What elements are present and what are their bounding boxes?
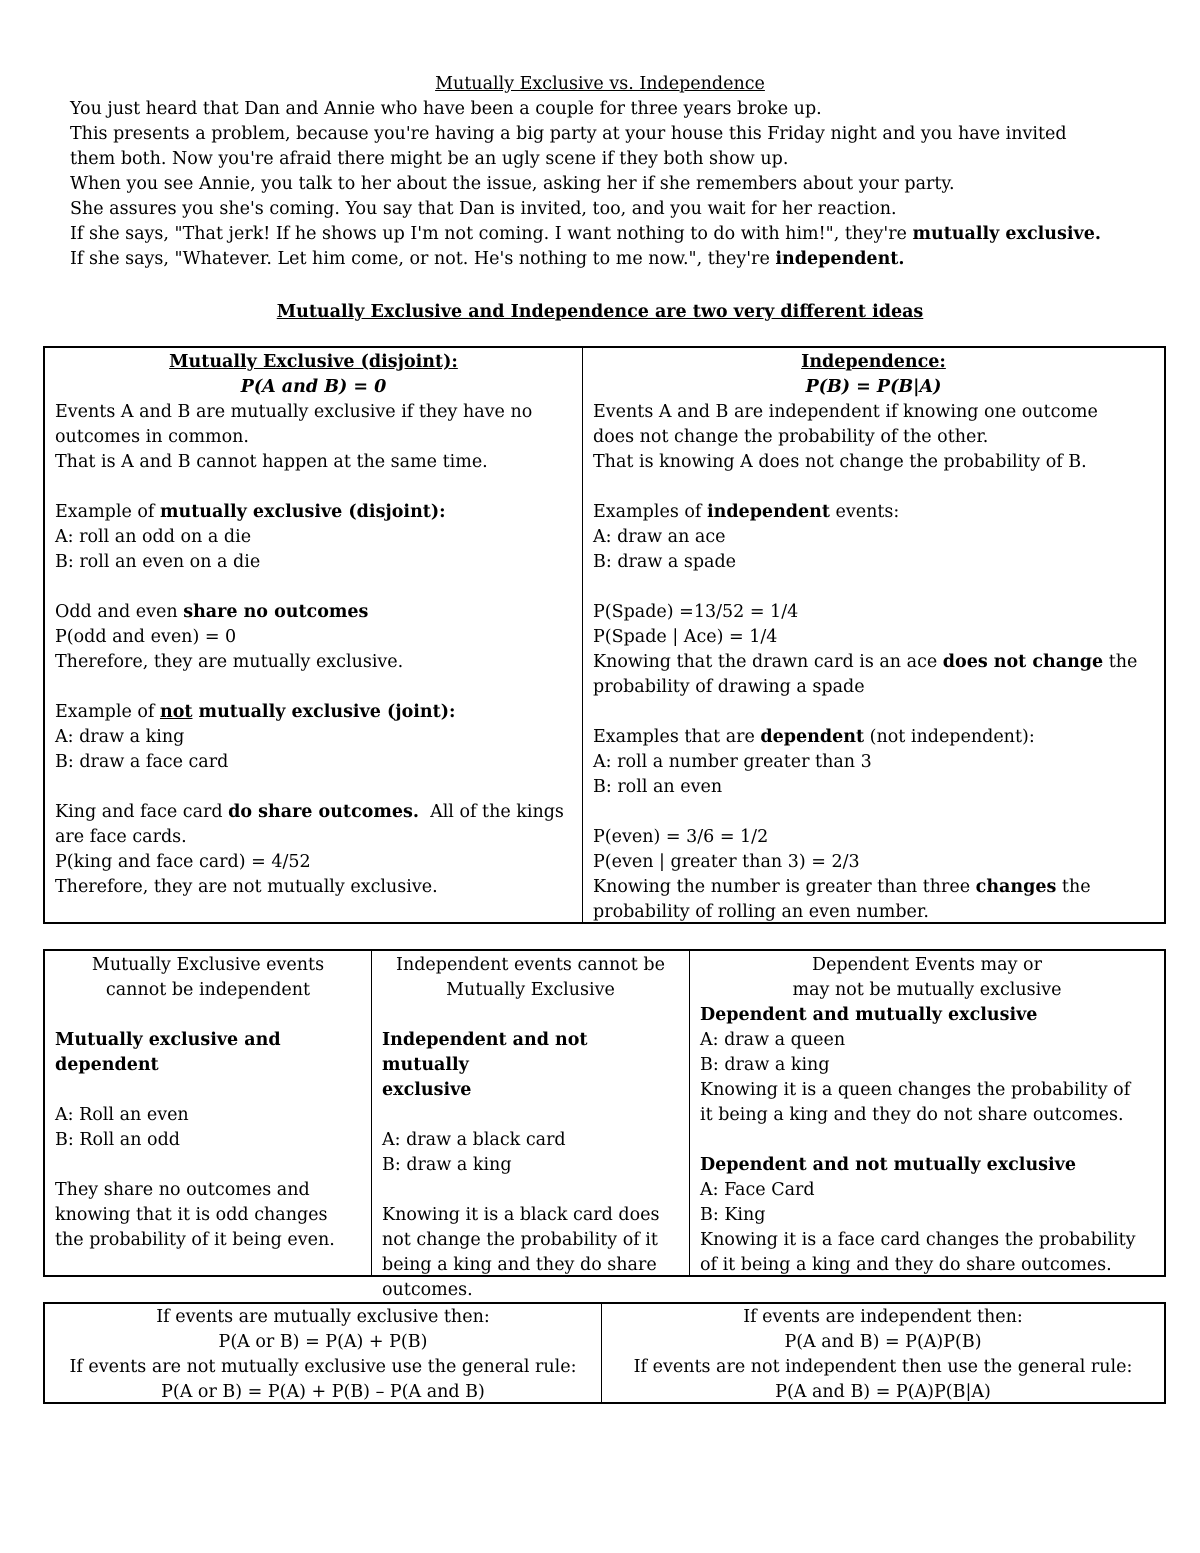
cell-heading: Dependent Events may or bbox=[812, 955, 1042, 975]
explanation-line: knowing that it is odd changes bbox=[55, 1205, 328, 1225]
explanation-line bbox=[55, 800, 572, 825]
rule-formula: P(A or B) = P(A) + P(B) bbox=[218, 1332, 428, 1352]
rules-table bbox=[43, 1302, 1166, 1404]
text: Example of bbox=[55, 502, 160, 522]
probability-line: P(Spade) =13/52 = 1/4 bbox=[593, 602, 799, 622]
rule-line: If events are not mutually exclusive use the general rule: bbox=[69, 1357, 577, 1377]
relationship-table bbox=[43, 949, 1166, 1300]
cell-heading: Independent events cannot be bbox=[396, 955, 665, 975]
text: the bbox=[1103, 652, 1138, 672]
explanation-line: Therefore, they are not mutually exclusive. bbox=[55, 877, 438, 897]
bold-underlined-text: not bbox=[159, 702, 193, 722]
example-line: B: draw a spade bbox=[593, 552, 737, 572]
example-line: A: Roll an even bbox=[55, 1105, 189, 1125]
rule-line: If events are independent then: bbox=[743, 1307, 1023, 1327]
explanation-line: Therefore, they are mutually exclusive. bbox=[55, 652, 404, 672]
cell-subheading: Dependent and not mutually exclusive bbox=[700, 1155, 1076, 1175]
example-line: B: King bbox=[700, 1205, 766, 1225]
mutually-exclusive-column bbox=[45, 348, 583, 922]
probability-line: P(even | greater than 3) = 2/3 bbox=[593, 852, 860, 872]
example-line: A: roll a number greater than 3 bbox=[593, 752, 872, 772]
explanation-line: probability of rolling an even number. bbox=[593, 902, 929, 922]
intro-line bbox=[70, 247, 1150, 272]
example-heading bbox=[593, 500, 1154, 525]
rule-line: If events are not independent then use the general rule: bbox=[633, 1357, 1133, 1377]
intro-line: them both. Now you're afraid there might be an ugly scene if they both show up. bbox=[70, 149, 789, 169]
explanation-line bbox=[593, 875, 1154, 900]
cell-heading: may not be mutually exclusive bbox=[792, 980, 1062, 1000]
explanation-line: outcomes. bbox=[382, 1280, 473, 1300]
explanation-line: Knowing it is a face card changes the probability bbox=[700, 1230, 1136, 1250]
intro-line: You just heard that Dan and Annie who have been a couple for three years broke up. bbox=[70, 99, 822, 119]
text: Odd and even bbox=[55, 602, 184, 622]
cell-subheading: dependent bbox=[55, 1055, 159, 1075]
explanation-line: it being a king and they do not share outcomes. bbox=[700, 1105, 1124, 1125]
cell-subheading: Mutually exclusive and bbox=[55, 1030, 281, 1050]
dependent-events-cell bbox=[690, 951, 1164, 1275]
intro-line: When you see Annie, you talk to her about the issue, asking her if she remembers about your party. bbox=[70, 174, 955, 194]
explanation-line: They share no outcomes and bbox=[55, 1180, 310, 1200]
example-line: A: draw a black card bbox=[382, 1130, 566, 1150]
intro-line: She assures you she's coming. You say that Dan is invited, too, and you wait for her reaction. bbox=[70, 199, 897, 219]
page-title: Mutually Exclusive vs. Independence bbox=[435, 74, 765, 94]
intro-bold: independent bbox=[775, 249, 899, 269]
intro-line: This presents a problem, because you're having a big party at your house this Friday night and you have invited bbox=[70, 124, 1067, 144]
rule-line: If events are mutually exclusive then: bbox=[156, 1307, 490, 1327]
example-line: B: roll an even on a die bbox=[55, 552, 261, 572]
text: All of the kings bbox=[418, 802, 564, 822]
explanation-line bbox=[55, 600, 572, 625]
example-line: A: draw a queen bbox=[700, 1030, 846, 1050]
intro-line bbox=[70, 222, 1150, 247]
column-header: Mutually Exclusive (disjoint): bbox=[169, 352, 458, 372]
column-header: Independence: bbox=[801, 352, 946, 372]
bold-text: mutually exclusive (disjoint): bbox=[159, 502, 446, 522]
intro-bold: . bbox=[1094, 224, 1101, 244]
definition-line: outcomes in common. bbox=[55, 427, 249, 447]
definition-line: does not change the probability of the other. bbox=[593, 427, 989, 447]
bold-text: independent bbox=[706, 502, 830, 522]
explanation-line: P(king and face card) = 4/52 bbox=[55, 852, 311, 872]
example-line: A: draw an ace bbox=[593, 527, 726, 547]
intro-paragraph bbox=[70, 97, 1150, 272]
explanation-line: are face cards. bbox=[55, 827, 187, 847]
bold-text: dependent bbox=[760, 727, 865, 747]
text: the bbox=[1056, 877, 1091, 897]
definition-line: Events A and B are independent if knowing one outcome bbox=[593, 402, 1098, 422]
intro-bold: . bbox=[898, 249, 905, 269]
section-heading: Mutually Exclusive and Independence are two very different ideas bbox=[276, 302, 924, 322]
intro-text: If she says, "Whatever. Let him come, or not. He's nothing to me now.", they're bbox=[70, 249, 776, 269]
example-heading bbox=[593, 725, 1154, 750]
intro-bold: mutually exclusive bbox=[912, 224, 1095, 244]
column-formula: P(A and B) = 0 bbox=[240, 377, 387, 397]
bold-text: mutually exclusive (joint): bbox=[192, 702, 456, 722]
probability-line: P(Spade | Ace) = 1/4 bbox=[593, 627, 778, 647]
definition-line: Events A and B are mutually exclusive if they have no bbox=[55, 402, 533, 422]
rule-formula: P(A and B) = P(A)P(B|A) bbox=[775, 1382, 991, 1402]
example-heading bbox=[55, 700, 572, 725]
example-heading bbox=[55, 500, 572, 525]
example-line: A: draw a king bbox=[55, 727, 185, 747]
cell-subheading: Independent and not mutually bbox=[382, 1030, 588, 1075]
mutually-exclusive-events-cell bbox=[45, 951, 372, 1275]
multiplication-rule-cell bbox=[602, 1304, 1164, 1402]
intro-text: If she says, "That jerk! If he shows up I'm not coming. I want nothing to do with him!", they're bbox=[70, 224, 913, 244]
text: Example of bbox=[55, 702, 160, 722]
explanation-line: the probability of it being even. bbox=[55, 1230, 335, 1250]
example-line: B: draw a face card bbox=[55, 752, 229, 772]
text: events: bbox=[829, 502, 900, 522]
cell-heading: Mutually Exclusive bbox=[446, 980, 615, 1000]
example-line: A: Face Card bbox=[700, 1180, 815, 1200]
probability-line: P(even) = 3/6 = 1/2 bbox=[593, 827, 769, 847]
comparison-table bbox=[43, 346, 1166, 924]
text: King and face card bbox=[55, 802, 229, 822]
text: Examples of bbox=[593, 502, 707, 522]
explanation-line: probability of drawing a spade bbox=[593, 677, 865, 697]
definition-line: That is knowing A does not change the probability of B. bbox=[593, 452, 1087, 472]
independent-events-cell bbox=[372, 951, 690, 1300]
definition-line: That is A and B cannot happen at the same time. bbox=[55, 452, 488, 472]
text: Knowing that the drawn card is an ace bbox=[593, 652, 943, 672]
text: (not independent): bbox=[864, 727, 1035, 747]
rule-formula: P(A and B) = P(A)P(B) bbox=[784, 1332, 982, 1352]
example-line: A: roll an odd on a die bbox=[55, 527, 252, 547]
explanation-line bbox=[593, 650, 1154, 675]
independence-column bbox=[583, 348, 1164, 922]
bold-text: changes bbox=[975, 877, 1057, 897]
text: Examples that are bbox=[593, 727, 761, 747]
example-line: B: roll an even bbox=[593, 777, 723, 797]
explanation-line: being a king and they do share bbox=[382, 1255, 657, 1275]
text: Knowing the number is greater than three bbox=[593, 877, 976, 897]
explanation-line: Knowing it is a queen changes the probability of bbox=[700, 1080, 1131, 1100]
cell-subheading: exclusive bbox=[382, 1080, 472, 1100]
example-line: B: Roll an odd bbox=[55, 1130, 180, 1150]
explanation-line: not change the probability of it bbox=[382, 1230, 658, 1250]
bold-text: do share outcomes. bbox=[228, 802, 419, 822]
cell-heading: Mutually Exclusive events bbox=[91, 955, 325, 975]
bold-text: does not change bbox=[942, 652, 1104, 672]
addition-rule-cell bbox=[45, 1304, 602, 1402]
rule-formula: P(A or B) = P(A) + P(B) – P(A and B) bbox=[161, 1382, 485, 1402]
bold-text: share no outcomes bbox=[183, 602, 369, 622]
example-line: B: draw a king bbox=[700, 1055, 830, 1075]
cell-subheading: Dependent and mutually exclusive bbox=[700, 1005, 1038, 1025]
explanation-line: of it being a king and they do share outcomes. bbox=[700, 1255, 1112, 1275]
column-formula: P(B) = P(B|A) bbox=[805, 377, 942, 397]
example-line: B: draw a king bbox=[382, 1155, 512, 1175]
explanation-line: P(odd and even) = 0 bbox=[55, 627, 237, 647]
cell-heading: cannot be independent bbox=[105, 980, 311, 1000]
explanation-line: Knowing it is a black card does bbox=[382, 1205, 660, 1225]
